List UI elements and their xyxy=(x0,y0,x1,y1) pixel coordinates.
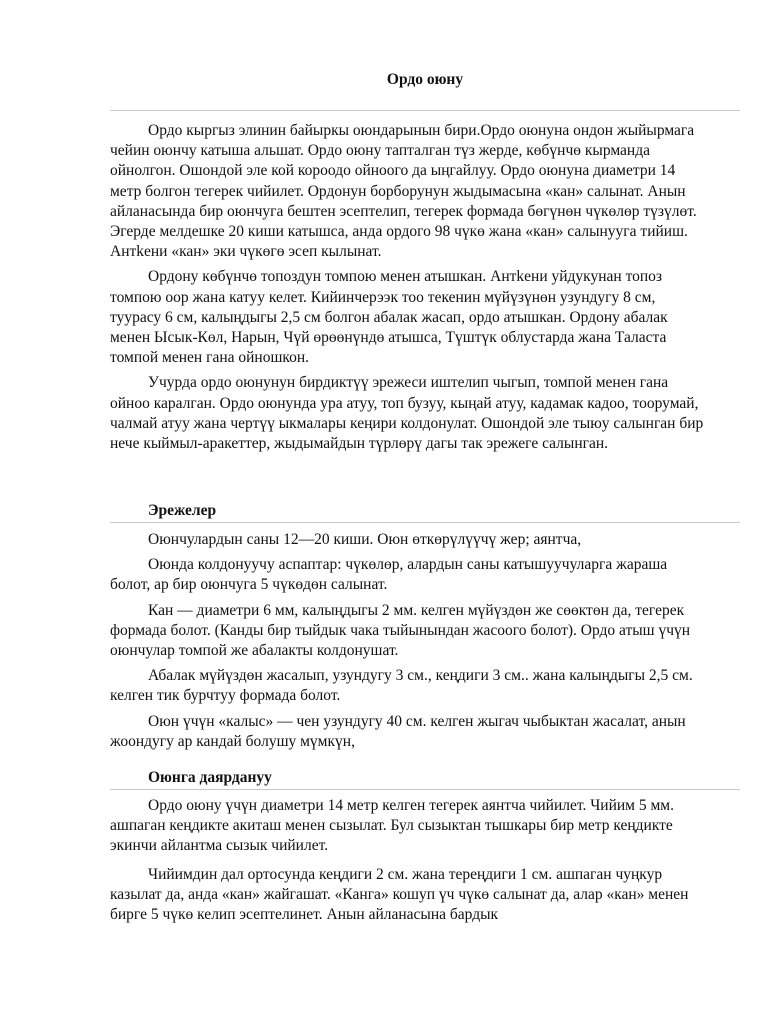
section-divider xyxy=(110,789,740,790)
paragraph: Абалак мүйүздөн жасалып, узундугу 3 см., кеңдиги 3 см.. жана калыңдыгы 2,5 см. келген тик бурчтуу формада болот. xyxy=(110,667,693,705)
paragraph: Ордону көбүнчө топоздун томпою менен атышкан. Антkени уйдукунан топоз томпою оор жана катуу келет. Кийинчерээк тоо текенин мүйүзүнөн узундугу 8 см, туурасу 6 см, калыңдыгы 2,5 см болгон абалак жасап, ордо атышкан. Ордону абалак менен Ысык-Көл, Нарын, Чүй өрөөнүндө атышса, Түштүк облустарда жана Таласта томпой менен гана ойношкон. xyxy=(110,268,668,367)
preparation-section xyxy=(110,796,710,925)
paragraph: Кан — диаметри 6 мм, калыңдыгы 2 мм. келген мүйүздөн же сөөктөн да, тегерек формада болот. (Канды бир тыйдык чака тыйынындан жасоого болот). Ордо атыш үчүн оюнчулар томпой же абалакты колдонушат. xyxy=(110,601,691,660)
paragraph: Учурда ордо оюнунун бирдиктүү эрежеси иштелип чыгып, томпой менен гана ойноо каралган. Ордо оюнунда ура атуу, топ бузуу, кыңай атуу, кадамак кадоо, тоорумай, чалмай атуу жана чертүү ыкмалары кеңири колдонулат. Ошондой эле тыюу салынган бир нече кыймыл-аракеттер, жыдымайдын түрлөрү дагы так эрежеге салынган. xyxy=(110,374,704,453)
paragraph: Оюн үчүн «калыс» — чен узундугу 40 см. келген жыгач чыбыктан жасалат, анын жоондугу ар кандай болушу мүмкүн, xyxy=(110,712,686,750)
intro-section xyxy=(110,121,710,454)
title-divider xyxy=(110,110,740,111)
paragraph: Чийимдин дал ортосунда кеңдиги 2 см. жана тереңдиги 1 см. ашпаган чуңкур казылат да, анда «кан» жайгашат. «Канга» кошуп үч чүкө салынат да, алар «кан» менен бирге 5 чүкө келип эсептелинет. Анын айланасына бардык xyxy=(110,865,689,924)
paragraph: Ордо оюну үчүн диаметри 14 метр келген тегерек аянтча чийилет. Чийим 5 мм. ашпаган кеңдикте акиташ менен сызылат. Бул сызыктан тышкары бир метр кеңдикте экинчи айлантма сызык чийилет. xyxy=(110,797,674,855)
section-heading-rules: Эрежелер xyxy=(148,502,217,519)
rules-section xyxy=(110,530,710,752)
paragraph: Оюнчулардын саны 12—20 киши. Оюн өткөрүлүүчү жер; аянтча, xyxy=(148,531,582,548)
section-divider xyxy=(110,522,740,523)
document-title: Ордо оюну xyxy=(386,71,464,88)
section-heading-preparation: Оюнга даярдануу xyxy=(148,769,272,786)
paragraph: Оюнда колдонуучу аспаптар: чүкөлөр, алардын саны катышуучуларга жараша болот, ар бир оюнчуга 5 чүкөдөн салынат. xyxy=(110,556,668,594)
paragraph: Ордо кыргыз элинин байыркы оюндарынын бири.Ордо оюнуна ондон жыйырмага чейин оюнчу катыша альшат. Ордо оюну тапталган түз жерде, көбүнчө кырманда ойнолгон. Ошондой эле кой короодо ойноого да ыңгайлуу. Ордо оюнуна диаметри 14 метр болгон тегерек чийилет. Ордонун борборунун жыдымасына «кан» салынат. Анын айланасында бир оюнчуга бештен эсептелип, тегерек формада бөгүнөн чүкөлөр түзүлөт. Эгерде мелдешке 20 киши катышса, анда ордого 98 чүкө жана «кан» салынууга тийиш. Антkени «кан» эки чүкөгө эсеп кылынат. xyxy=(110,122,697,261)
